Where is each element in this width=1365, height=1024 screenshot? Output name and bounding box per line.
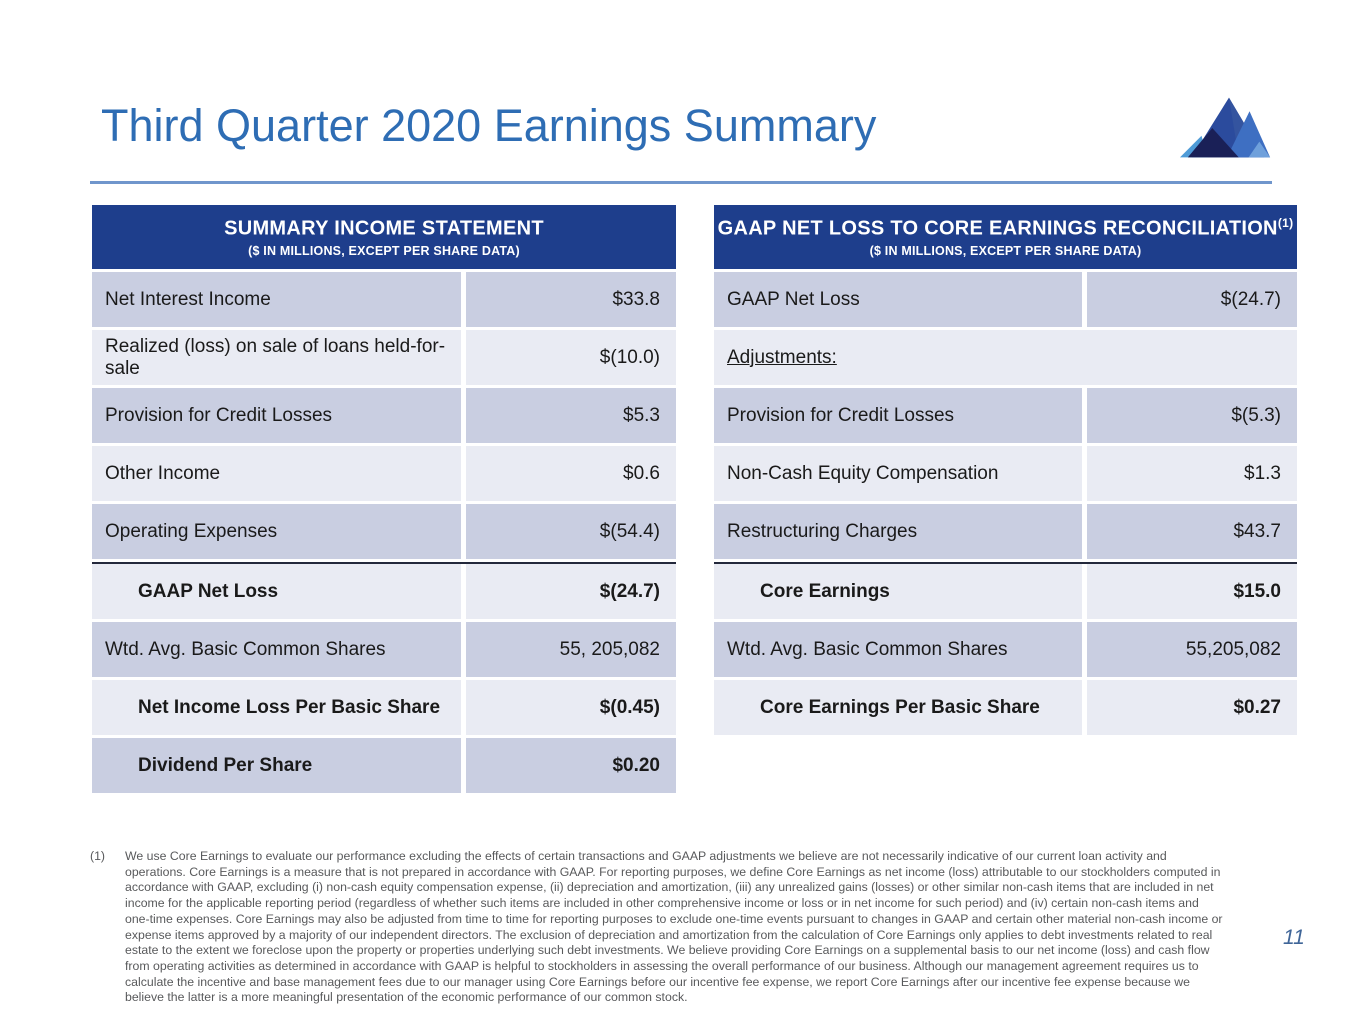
row-label: Net Interest Income	[92, 272, 461, 327]
table-rows	[92, 272, 676, 793]
row-label: Provision for Credit Losses	[714, 388, 1082, 443]
row-value: 55, 205,082	[466, 622, 676, 677]
table-row	[92, 562, 676, 619]
row-label: Core Earnings	[714, 564, 1082, 619]
row-label: GAAP Net Loss	[92, 564, 461, 619]
page-title: Third Quarter 2020 Earnings Summary	[101, 100, 877, 151]
table-row	[714, 622, 1297, 677]
row-value: $1.3	[1087, 446, 1297, 501]
table-title: GAAP NET LOSS TO CORE EARNINGS RECONCILIATION$^{(1)}$	[717, 216, 1294, 240]
table-row	[92, 446, 676, 501]
footnote-line: estate to the extent we foreclose upon the property or properties underlying such debt investments. We believe providing Core Earnings on a supplemental basis to our net income (loss) and cash flow	[125, 943, 1210, 958]
row-value: $43.7	[1087, 504, 1297, 559]
row-value: $(0.45)	[466, 680, 676, 735]
table-row	[714, 388, 1297, 443]
title-divider	[90, 181, 1272, 184]
table-row	[92, 680, 676, 735]
row-value: $(5.3)	[1087, 388, 1297, 443]
row-value: $0.27	[1087, 680, 1297, 735]
row-label: Dividend Per Share	[92, 738, 461, 793]
footnote-line: expense items approved by a majority of our independent directors. The exclusion of depreciation and amortization from the calculation of Core Earnings only applies to debt investments related to real	[125, 927, 1213, 942]
table-row	[714, 680, 1297, 735]
footnote-line: from operating activities as determined in accordance with GAAP is helpful to stockholders in assessing the overall performance of our business. Although our management agreement requires us to	[125, 958, 1199, 973]
footnote-marker: (1)	[90, 849, 106, 863]
row-label: Other Income	[92, 446, 461, 501]
row-value: $0.20	[466, 738, 676, 793]
footnote-text	[125, 849, 1223, 1006]
row-value: $33.8	[466, 272, 676, 327]
table-row	[92, 504, 676, 559]
row-label: Operating Expenses	[92, 504, 461, 559]
row-value: 55,205,082	[1087, 622, 1297, 677]
table-row	[714, 504, 1297, 559]
table-row	[92, 330, 676, 385]
row-label: Non-Cash Equity Compensation	[714, 446, 1082, 501]
footnote-line: one-time expenses. Core Earnings may also be adjusted from time to time for reporting purposes to exclude one-time events pursuant to changes in GAAP and certain other material non-cash income or	[125, 911, 1223, 926]
row-label: GAAP Net Loss	[714, 272, 1082, 327]
row-value: $0.6	[466, 446, 676, 501]
row-label: Wtd. Avg. Basic Common Shares	[92, 622, 461, 677]
table-subtitle: ($ IN MILLIONS, EXCEPT PER SHARE DATA)	[869, 243, 1142, 258]
table-row	[92, 738, 676, 793]
gaap-to-core-reconciliation-table	[714, 205, 1297, 735]
row-label: Core Earnings Per Basic Share	[714, 680, 1082, 735]
row-label: Realized (loss) on sale of loans held-for-sale	[92, 330, 461, 385]
table-row	[92, 272, 676, 327]
table-row	[714, 330, 1297, 385]
table-title: SUMMARY INCOME STATEMENT	[224, 217, 544, 240]
table-row	[714, 446, 1297, 501]
row-label: Provision for Credit Losses	[92, 388, 461, 443]
footnote-line: calculate the incentive and base management fees due to our manager using Core Earnings before our incentive fee expense, we report Core Earnings after our incentive fee expense because we	[125, 974, 1191, 989]
footnote-line: income for the applicable reporting period (regardless of whether such items are included in other comprehensive income or loss or in net income for such period) and (iv) certain non-cash items and	[125, 896, 1199, 911]
table-rows	[714, 272, 1297, 735]
table-row	[92, 388, 676, 443]
table-row	[92, 622, 676, 677]
table-row	[714, 562, 1297, 619]
row-value: $5.3	[466, 388, 676, 443]
table-header	[92, 205, 676, 269]
page-number: 11	[1283, 926, 1305, 949]
table-subtitle: ($ IN MILLIONS, EXCEPT PER SHARE DATA)	[248, 243, 520, 258]
company-logo-mountain-icon	[1178, 94, 1276, 158]
row-value: $(24.7)	[1087, 272, 1297, 327]
row-value: $(24.7)	[466, 564, 676, 619]
footnote-line: We use Core Earnings to evaluate our performance excluding the effects of certain transactions and GAAP adjustments we believe are not necessarily indicative of our current loan activity and	[125, 849, 1167, 863]
row-label: Restructuring Charges	[714, 504, 1082, 559]
row-value: $(10.0)	[466, 330, 676, 385]
row-label: Adjustments:	[714, 330, 1297, 385]
row-label: Wtd. Avg. Basic Common Shares	[714, 622, 1082, 677]
footnote-line: believe the latter is a more meaningful presentation of the economic performance of our common stock.	[125, 990, 688, 1005]
row-value: $(54.4)	[466, 504, 676, 559]
table-header	[714, 205, 1297, 269]
summary-income-statement-table	[92, 205, 676, 793]
table-row	[714, 272, 1297, 327]
footnote-ref: (1)	[1277, 216, 1294, 231]
row-label: Net Income Loss Per Basic Share	[92, 680, 461, 735]
footnote-line: accordance with GAAP, excluding (i) non-cash equity compensation expense, (ii) depreciation and amortization, (iii) any unrealized gains (losses) or other similar non-cash items that are included in net	[125, 880, 1214, 895]
row-value: $15.0	[1087, 564, 1297, 619]
footnote-line: operations. Core Earnings is a measure that is not prepared in accordance with GAAP. For reporting purposes, we define Core Earnings as net income (loss) attributable to our stockholders computed in	[125, 864, 1221, 879]
